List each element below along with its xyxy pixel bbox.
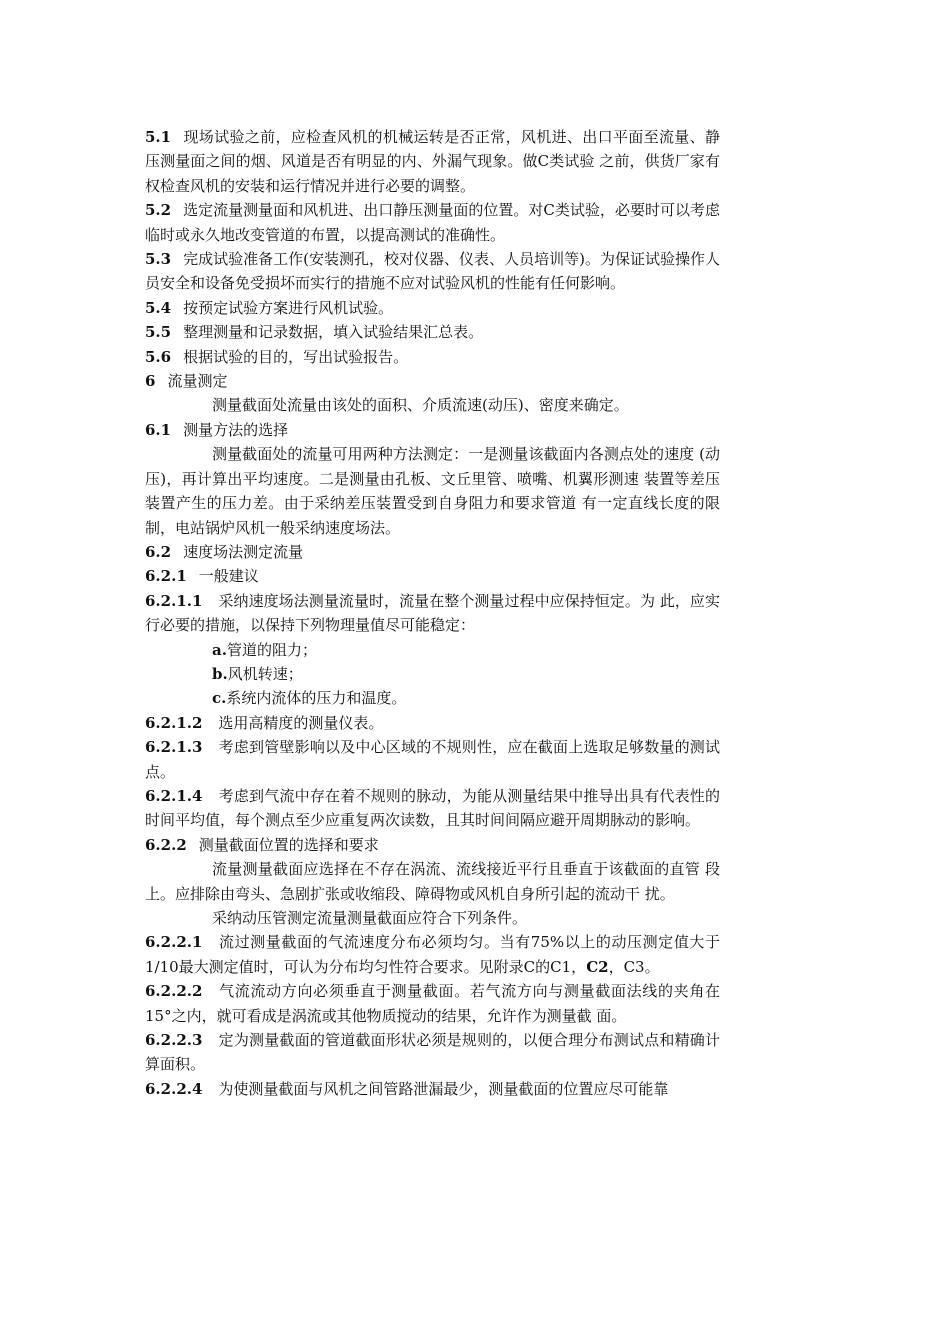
list-item-text: 风机转速； [227, 664, 303, 683]
paragraph-text: 按预定试验方案进行风机试验。 [183, 298, 394, 317]
heading-text: 速度场法测定流量 [183, 542, 304, 561]
paragraph-6-2-2-conditions [145, 906, 720, 930]
paragraph-5-2 [145, 198, 720, 247]
section-number: 5.2 [145, 201, 172, 220]
paragraph-text: 根据试验的目的，写出试验报告。 [183, 347, 409, 366]
reference-bold: C2 [586, 957, 609, 976]
paragraph-6-2-2-1 [145, 930, 720, 979]
paragraph-text: 选定流量测量面和风机进、出口静压测量面的位置。对C类试验，必要时可以考虑临时或永久地改变管道的布置，以提高测试的准确性。 [145, 201, 720, 244]
paragraph-text: 气流流动方向必须垂直于测量截面。若气流方向与测量截面法线的夹角在15°之内，就可看成是涡流或其他物质搅动的结果，允许作为测量截 面。 [145, 982, 720, 1025]
paragraph-6-2-1-1 [145, 589, 720, 638]
section-number: 6.2.1 [145, 567, 187, 586]
paragraph-text: 采纳速度场法测量流量时，流量在整个测量过程中应保持恒定。为 此，应实行必要的措施，以保持下列物理量值尽可能稳定： [145, 591, 720, 635]
paragraph-text: 流过测量截面的气流速度分布必须均匀。当有75%以上的动压测定值大于1/10最大测定值时，可认为分布均匀性符合要求。见附录C的C1， [145, 933, 720, 976]
heading-text: 测量截面位置的选择和要求 [198, 835, 379, 854]
section-number: 5.4 [145, 298, 172, 317]
paragraph-6-intro [145, 393, 720, 417]
paragraph-text: 测量截面处的流量可用两种方法测定：一是测量该截面内各测点处的速度 (动压)，再计算出平均速度。二是测量由孔板、文丘里管、喷嘴、机翼形测速 装置等差压装置产生的压力差。由于采纳差压装置受到自身阻力和要求管道 有一定直线长度的限制，电站锅炉风机一般采纳速度场法。 [145, 445, 720, 537]
section-number: 6.2.2 [145, 835, 187, 854]
heading-6 [145, 369, 720, 393]
section-number: 6.2.1.3 [145, 738, 203, 757]
paragraph-5-4 [145, 296, 720, 320]
paragraph-text: 为使测量截面与风机之间管路泄漏最少，测量截面的位置应尽可能靠 [218, 1079, 669, 1098]
section-number: 6.2 [145, 542, 172, 561]
section-number: 5.3 [145, 250, 172, 269]
paragraph-text: 选用高精度的测量仪表。 [218, 713, 384, 732]
document-body [145, 125, 720, 1101]
paragraph-6-2-1-4 [145, 784, 720, 833]
list-item-a [145, 638, 720, 662]
paragraph-tail: ，C3。 [608, 957, 660, 976]
section-number: 5.5 [145, 323, 172, 342]
paragraph-6-2-1-2 [145, 711, 720, 735]
section-number: 5.6 [145, 347, 172, 366]
paragraph-text: 定为测量截面的管道截面形状必须是规则的，以便合理分布测试点和精确计算面积。 [145, 1031, 720, 1074]
list-marker: c. [212, 689, 227, 708]
section-number: 6.1 [145, 420, 172, 439]
paragraph-6-2-2-body [145, 857, 720, 906]
list-item-text: 管道的阻力； [226, 640, 317, 659]
paragraph-6-2-2-4 [145, 1077, 720, 1101]
paragraph-text: 流量测量截面应选择在不存在涡流、流线接近平行且垂直于该截面的直管 段上。应排除由弯头、急剧扩张或收缩段、障碍物或风机自身所引起的流动干 扰。 [145, 860, 720, 903]
list-marker: b. [212, 664, 228, 683]
paragraph-5-1 [145, 125, 720, 198]
section-number: 6.2.1.1 [145, 591, 203, 610]
heading-6-1 [145, 418, 720, 442]
section-number: 6.2.1.4 [145, 786, 203, 805]
list-marker: a. [212, 640, 227, 659]
section-number: 6 [145, 372, 156, 391]
paragraph-6-2-2-2 [145, 979, 720, 1028]
list-item-c [145, 686, 720, 710]
heading-6-2 [145, 540, 720, 564]
paragraph-6-1-body [145, 442, 720, 540]
section-number: 6.2.2.3 [145, 1031, 203, 1050]
heading-6-2-2 [145, 833, 720, 857]
paragraph-5-3 [145, 247, 720, 296]
paragraph-text: 采纳动压管测定流量测量截面应符合下列条件。 [212, 909, 528, 927]
paragraph-5-6 [145, 345, 720, 369]
paragraph-5-5 [145, 320, 720, 344]
paragraph-text: 考虑到管壁影响以及中心区域的不规则性，应在截面上选取足够数量的测试点。 [145, 738, 720, 781]
section-number: 5.1 [145, 128, 172, 146]
heading-text: 测量方法的选择 [183, 420, 289, 439]
section-number: 6.2.2.4 [145, 1079, 203, 1098]
list-item-b [145, 662, 720, 686]
paragraph-6-2-2-3 [145, 1028, 720, 1077]
section-number: 6.2.1.2 [145, 713, 203, 732]
list-item-text: 系统内流体的压力和温度。 [226, 689, 407, 708]
heading-text: 一般建议 [198, 567, 259, 586]
section-number: 6.2.2.1 [145, 933, 203, 952]
section-number: 6.2.2.2 [145, 982, 203, 1001]
paragraph-text: 整理测量和记录数据，填入试验结果汇总表。 [183, 323, 484, 342]
heading-6-2-1 [145, 564, 720, 588]
paragraph-text: 完成试验准备工作(安装测孔，校对仪器、仪表、人员培训等)。为保证试验操作人员安全和设备免受损坏而实行的措施不应对试验风机的性能有任何影响。 [145, 250, 720, 293]
paragraph-6-2-1-3 [145, 735, 720, 784]
paragraph-text: 现场试验之前，应检查风机的机械运转是否正常，风机进、出口平面至流量、静压测量面之间的烟、风道是否有明显的内、外漏气现象。做C类试验 之前，供货厂家有权检查风机的安装和运行情况并进行必要的调整。 [145, 128, 720, 195]
paragraph-text: 考虑到气流中存在着不规则的脉动，为能从测量结果中推导出具有代表性的时间平均值，每个测点至少应重复两次读数，且其时间间隔应避开周期脉动的影响。 [145, 786, 720, 830]
heading-text: 流量测定 [167, 372, 228, 391]
paragraph-text: 测量截面处流量由该处的面积、介质流速(动压)、密度来确定。 [212, 396, 629, 415]
